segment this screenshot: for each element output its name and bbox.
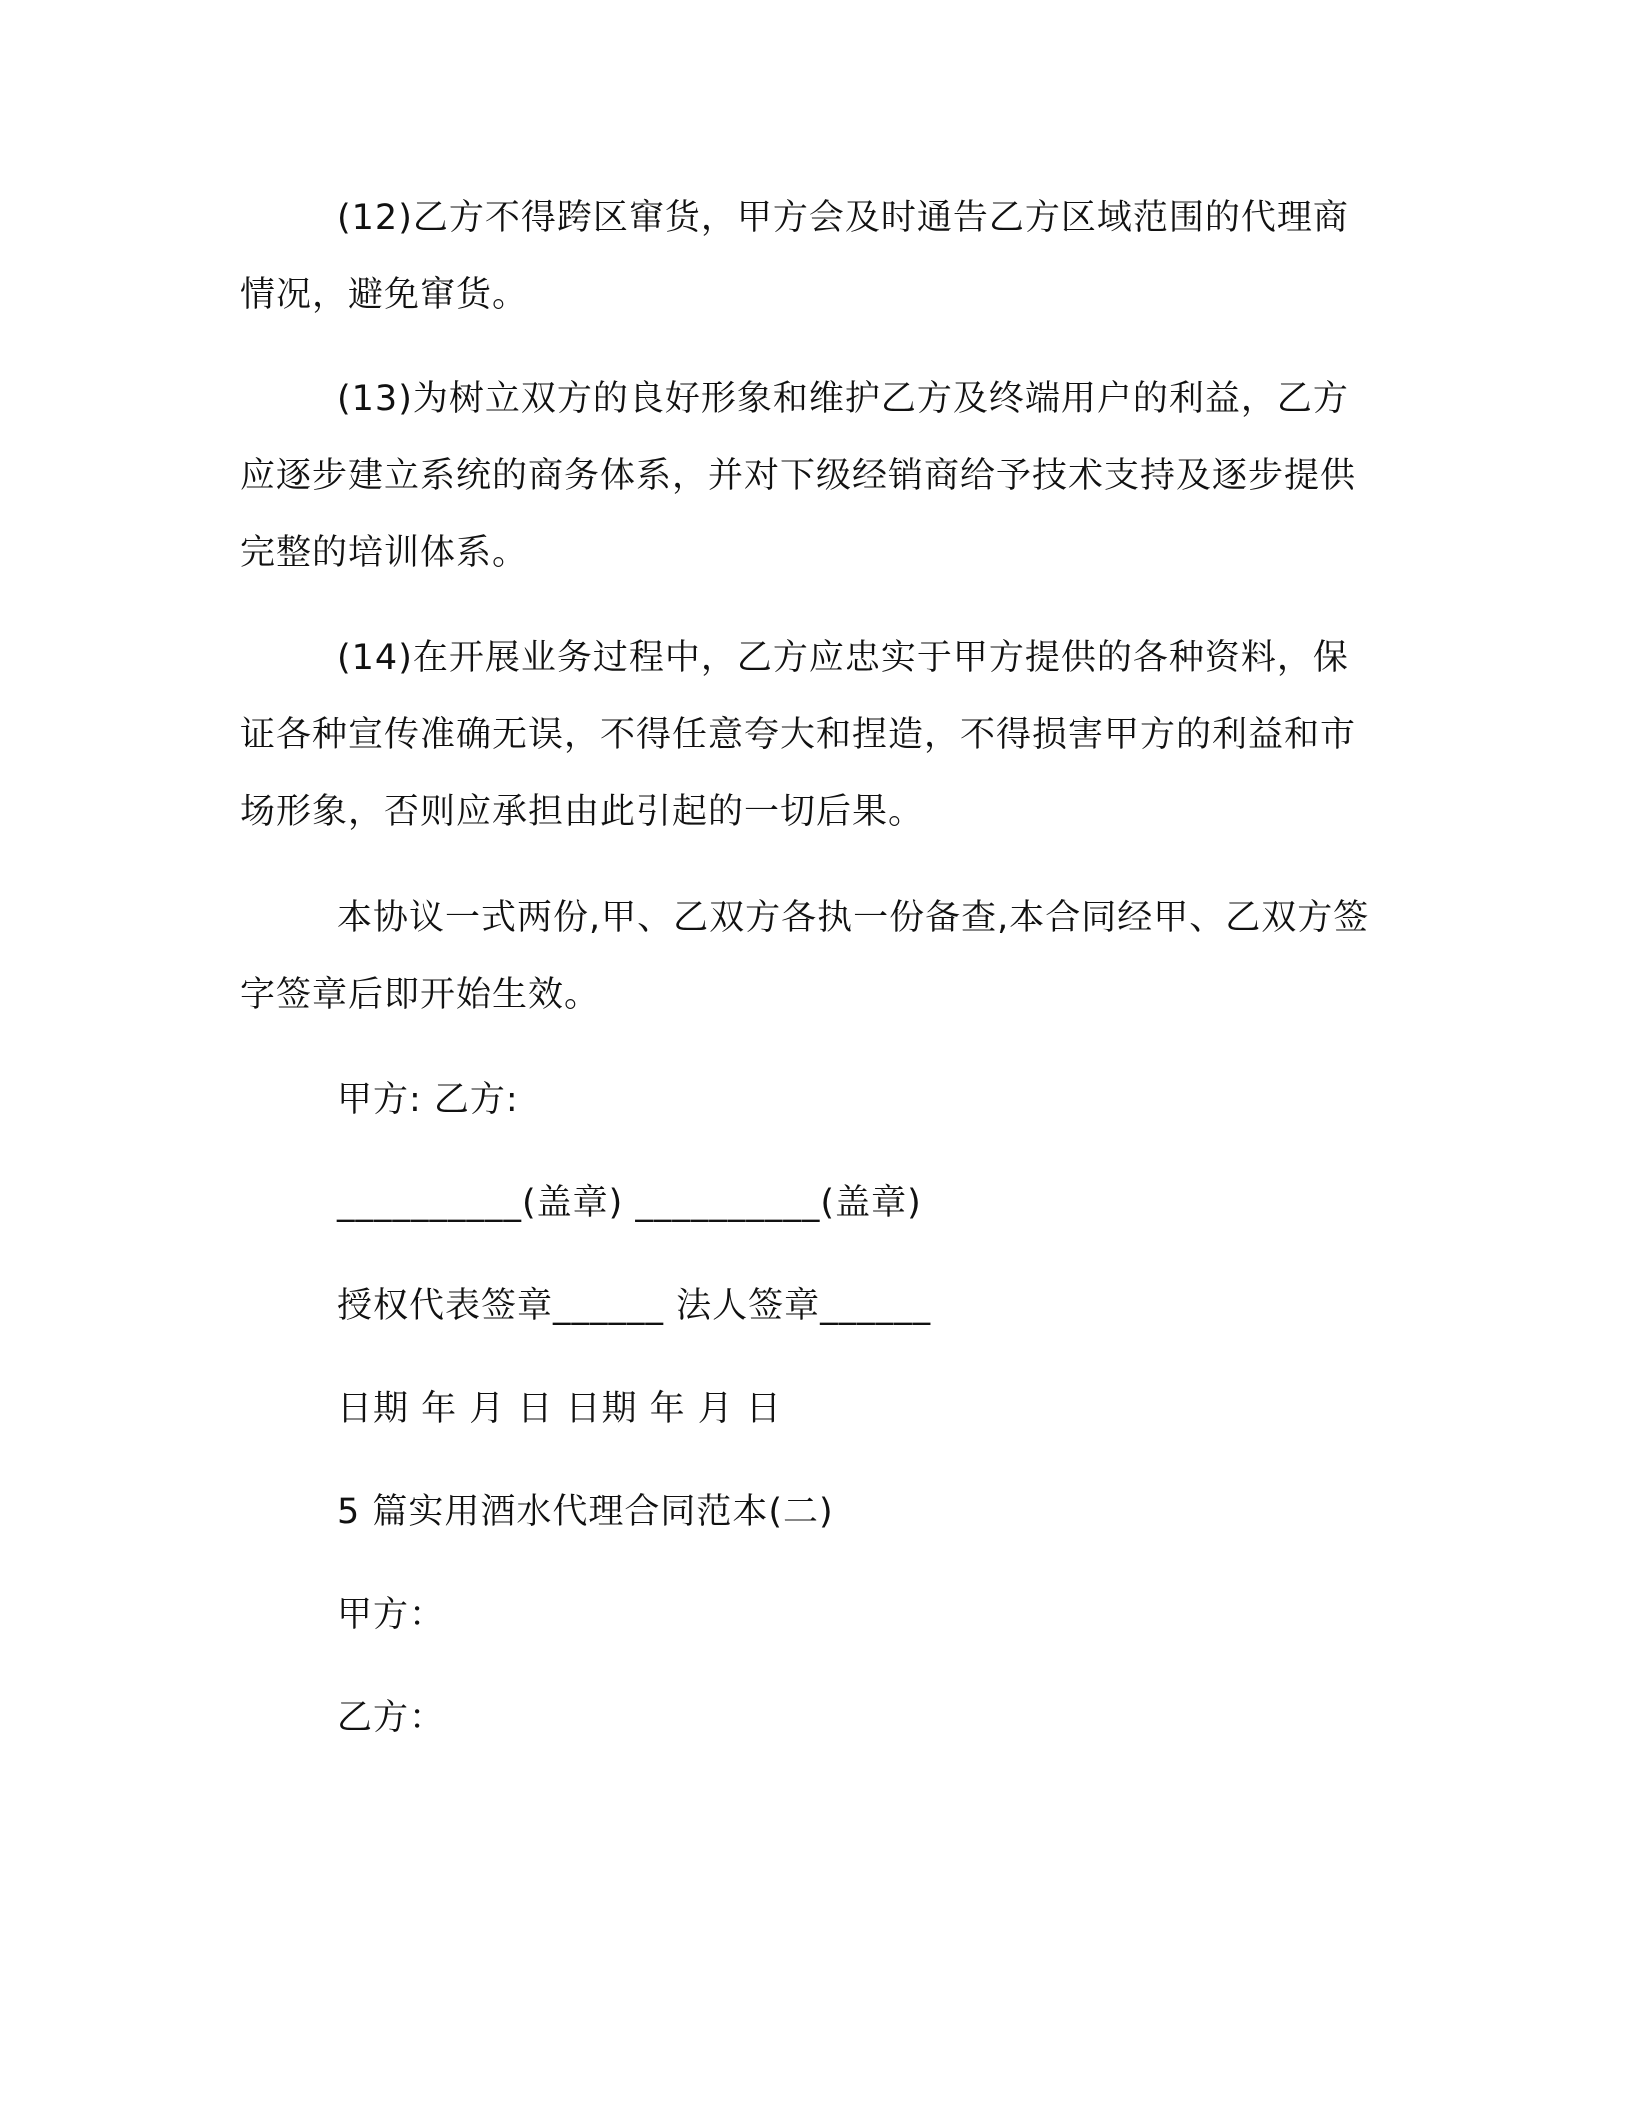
second-contract-party-b: 乙方： — [337, 1698, 446, 1738]
signature-date-line: 日期 年 月 日 日期 年 月 日 — [337, 1389, 782, 1429]
agreement-paragraph: 本协议一式两份,甲、乙双方各执一份备查,本合同经甲、乙双方签字签章后即开始生效。 — [240, 898, 1370, 1015]
second-contract-title: 5 篇实用酒水代理合同范本(二) — [337, 1492, 834, 1532]
signature-sign-line: 授权代表签章______ 法人签章______ — [337, 1286, 932, 1326]
clause-12: (12)乙方不得跨区窜货，甲方会及时通告乙方区域范围的代理商情况，避免窜货。 — [240, 198, 1349, 315]
clause-13: (13)为树立双方的良好形象和维护乙方及终端用户的利益，乙方应逐步建立系统的商务体系，并对下级经销商给予技术支持及逐步提供完整的培训体系。 — [240, 379, 1357, 573]
signature-parties: 甲方: 乙方: — [337, 1080, 519, 1120]
signature-seal-line: __________(盖章) __________(盖章) — [337, 1183, 922, 1223]
second-contract-party-a: 甲方： — [337, 1595, 446, 1635]
clause-14: (14)在开展业务过程中，乙方应忠实于甲方提供的各种资料，保证各种宣传准确无误，不得任意夸大和捏造，不得损害甲方的利益和市场形象，否则应承担由此引起的一切后果。 — [240, 638, 1357, 832]
